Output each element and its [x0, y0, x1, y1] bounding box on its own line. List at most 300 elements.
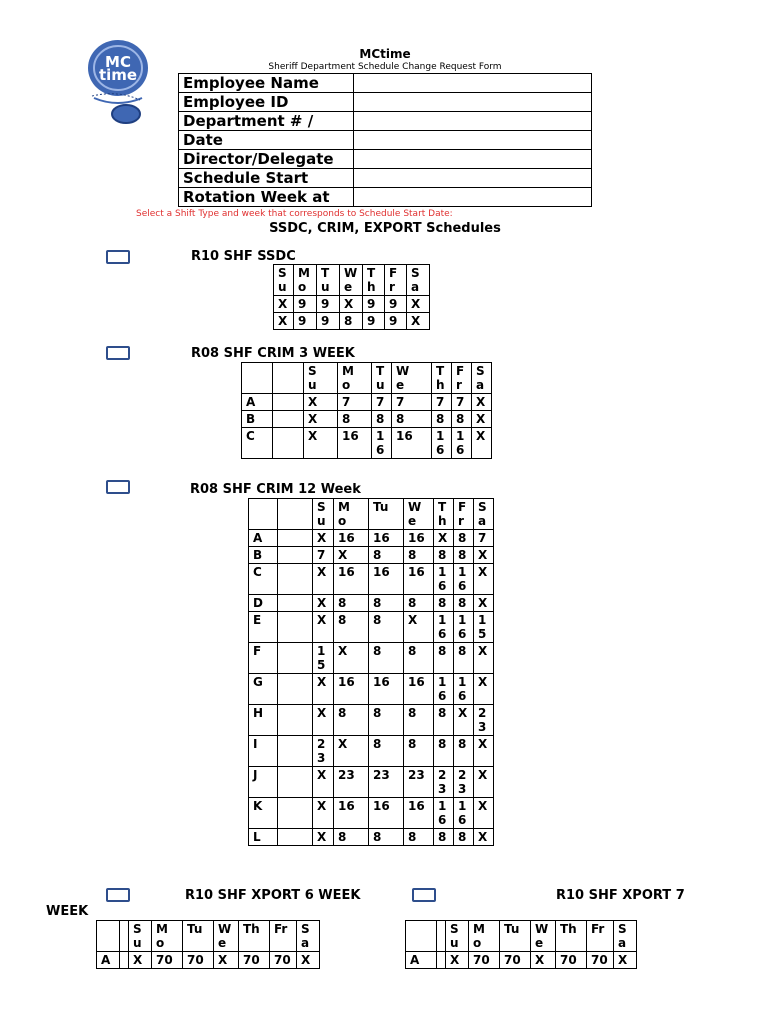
shift-cell: 16 — [434, 674, 454, 705]
row-label-header — [406, 921, 437, 952]
shift-cell: 9 — [317, 313, 340, 330]
spacer-header — [120, 921, 129, 952]
day-abbr-line1: S — [618, 922, 627, 936]
day-abbr-line2: a — [618, 936, 627, 950]
shift-cell: X — [474, 547, 494, 564]
day-abbr-line2: h — [438, 514, 447, 528]
shift-cell: 8 — [369, 736, 404, 767]
shift-cell: 7 — [392, 394, 432, 411]
day-abbr-line2 — [274, 936, 292, 950]
shift-cell: X — [474, 595, 494, 612]
shift-cell: 8 — [334, 705, 369, 736]
shift-cell: 16 — [452, 428, 472, 459]
day-abbr-line1: T — [321, 266, 330, 280]
shift-cell: 9 — [363, 296, 385, 313]
shift-cell: X — [129, 952, 152, 969]
shift-cell: 16 — [369, 674, 404, 705]
day-abbr-line2: h — [367, 280, 376, 294]
shift-cell: 16 — [369, 564, 404, 595]
week-label: D — [249, 595, 278, 612]
ssdc-checkbox[interactable] — [106, 250, 130, 264]
day-abbr-line2: e — [396, 378, 405, 392]
day-abbr-line1: Fr — [591, 922, 605, 936]
logo-text: MC time — [98, 53, 138, 84]
shift-cell: 16 — [369, 530, 404, 547]
schedule-row — [406, 952, 637, 969]
day-abbr-line2: u — [317, 514, 326, 528]
shift-cell: 16 — [404, 798, 434, 829]
day-header — [469, 921, 500, 952]
shift-cell: 8 — [404, 705, 434, 736]
shift-cell: 16 — [334, 674, 369, 705]
shift-cell: 16 — [454, 612, 474, 643]
day-header — [294, 265, 317, 296]
schedule-row — [249, 767, 494, 798]
day-header — [363, 265, 385, 296]
day-abbr-line2: u — [376, 378, 385, 392]
day-abbr-line2: r — [456, 378, 462, 392]
day-abbr-line2 — [560, 936, 582, 950]
schedule-row — [249, 595, 494, 612]
spacer-cell — [278, 767, 313, 798]
day-abbr-line1: Fr — [274, 922, 288, 936]
schedule-row — [249, 736, 494, 767]
shift-cell: 70 — [500, 952, 531, 969]
day-header — [472, 363, 492, 394]
info-row — [179, 131, 592, 150]
day-header — [214, 921, 239, 952]
shift-cell: 8 — [434, 736, 454, 767]
row-label-header — [249, 499, 278, 530]
info-row — [179, 169, 592, 188]
field-value[interactable] — [354, 112, 592, 131]
shift-cell: 8 — [404, 643, 434, 674]
spacer-cell — [278, 595, 313, 612]
shift-cell: 8 — [404, 547, 434, 564]
day-abbr-line2: a — [301, 936, 310, 950]
shift-cell: 7 — [372, 394, 392, 411]
day-header — [614, 921, 637, 952]
day-abbr-line1: S — [133, 922, 142, 936]
day-header — [474, 499, 494, 530]
shift-cell: 8 — [434, 829, 454, 846]
shift-cell: 9 — [294, 313, 317, 330]
spacer-cell — [278, 547, 313, 564]
shift-cell: X — [334, 643, 369, 674]
schedule-row — [249, 643, 494, 674]
day-abbr-line1: T — [436, 364, 445, 378]
shift-cell: 8 — [369, 547, 404, 564]
day-header — [587, 921, 614, 952]
shift-cell: X — [304, 394, 338, 411]
shift-cell: 70 — [587, 952, 614, 969]
day-abbr-line1: T — [367, 266, 376, 280]
week-label: E — [249, 612, 278, 643]
week-label: H — [249, 705, 278, 736]
day-abbr-line1: T — [376, 364, 385, 378]
day-abbr-line1: S — [450, 922, 459, 936]
shift-cell: 8 — [454, 736, 474, 767]
day-abbr-line2: e — [535, 936, 544, 950]
shift-cell: 8 — [404, 736, 434, 767]
day-abbr-line1: S — [278, 266, 287, 280]
shift-cell: 16 — [404, 530, 434, 547]
day-abbr-line2: o — [298, 280, 307, 294]
employee-info-table — [178, 73, 592, 207]
field-label: Department # / — [179, 112, 354, 131]
day-header-row — [242, 363, 492, 394]
week-label: C — [249, 564, 278, 595]
week-label: B — [249, 547, 278, 564]
field-label: Date — [179, 131, 354, 150]
field-value[interactable] — [354, 131, 592, 150]
spacer-cell — [437, 952, 446, 969]
shift-cell: X — [474, 564, 494, 595]
shift-cell: 8 — [340, 313, 363, 330]
day-abbr-line2: u — [278, 280, 287, 294]
shift-cell: 16 — [369, 798, 404, 829]
day-abbr-line2: h — [436, 378, 445, 392]
week-label: F — [249, 643, 278, 674]
info-row — [179, 150, 592, 169]
shift-cell: 8 — [369, 705, 404, 736]
week-label: B — [242, 411, 273, 428]
day-header — [446, 921, 469, 952]
day-abbr-line1: S — [411, 266, 420, 280]
shift-cell: X — [313, 564, 334, 595]
shift-cell: 8 — [454, 829, 474, 846]
shift-cell: 16 — [454, 674, 474, 705]
shift-cell: 8 — [434, 643, 454, 674]
shift-cell: X — [404, 612, 434, 643]
day-abbr-line2: u — [308, 378, 317, 392]
day-abbr-line2: e — [408, 514, 417, 528]
shift-cell: X — [313, 767, 334, 798]
shift-cell: 7 — [452, 394, 472, 411]
day-abbr-line1: Th — [560, 922, 577, 936]
shift-cell: 15 — [313, 643, 334, 674]
day-abbr-line1: S — [478, 500, 487, 514]
xport6-table — [96, 920, 320, 969]
crim3-checkbox[interactable] — [106, 346, 130, 360]
crim12-table — [248, 498, 494, 846]
shift-cell: 8 — [434, 595, 454, 612]
day-header — [304, 363, 338, 394]
day-abbr-line2: u — [450, 936, 459, 950]
spacer-cell — [273, 428, 304, 459]
day-header — [338, 363, 372, 394]
day-header — [334, 499, 369, 530]
day-abbr-line1: W — [344, 266, 358, 280]
day-header — [500, 921, 531, 952]
day-abbr-line1: W — [408, 500, 422, 514]
shift-cell: X — [474, 767, 494, 798]
shift-cell: 8 — [369, 595, 404, 612]
shift-cell: 8 — [434, 547, 454, 564]
ssdc-title: R10 SHF SSDC — [191, 249, 296, 264]
day-header — [407, 265, 430, 296]
shift-cell: X — [472, 411, 492, 428]
ssdc-table — [273, 264, 430, 330]
week-label: G — [249, 674, 278, 705]
shift-cell: 16 — [434, 612, 454, 643]
day-header — [274, 265, 294, 296]
day-header — [313, 499, 334, 530]
shift-cell: 23 — [334, 767, 369, 798]
shift-cell: X — [313, 798, 334, 829]
xport6-title: R10 SHF XPORT 6 WEEK — [185, 888, 361, 903]
shift-cell: 16 — [372, 428, 392, 459]
shift-cell: 16 — [338, 428, 372, 459]
day-abbr-line2: o — [473, 936, 482, 950]
shift-cell: X — [313, 595, 334, 612]
spacer-header — [273, 363, 304, 394]
shift-cell: 8 — [454, 643, 474, 674]
week-label: C — [242, 428, 273, 459]
day-header — [404, 499, 434, 530]
shift-cell: 16 — [454, 564, 474, 595]
shift-cell: 16 — [404, 564, 434, 595]
schedule-row — [249, 829, 494, 846]
shift-cell: X — [313, 829, 334, 846]
shift-cell: 15 — [474, 612, 494, 643]
spacer-cell — [278, 564, 313, 595]
day-abbr-line1: M — [342, 364, 354, 378]
instruction-text: Select a Shift Type and week that corresponds to Schedule Start Date: — [136, 209, 453, 219]
day-abbr-line1: S — [301, 922, 310, 936]
shift-cell: X — [474, 643, 494, 674]
day-header — [297, 921, 320, 952]
field-label: Employee Name — [179, 74, 354, 93]
day-abbr-line2 — [591, 936, 609, 950]
shift-cell: 16 — [434, 798, 454, 829]
shift-cell: 23 — [474, 705, 494, 736]
day-abbr-line1: M — [338, 500, 350, 514]
day-abbr-line1: T — [438, 500, 447, 514]
week-label: K — [249, 798, 278, 829]
app-title: MCtime — [359, 47, 411, 61]
field-label: Schedule Start — [179, 169, 354, 188]
spacer-cell — [278, 643, 313, 674]
field-value[interactable] — [354, 169, 592, 188]
day-abbr-line2: o — [342, 378, 351, 392]
shift-cell: 8 — [454, 530, 474, 547]
shift-cell: X — [531, 952, 556, 969]
day-abbr-line1: W — [535, 922, 549, 936]
day-header — [129, 921, 152, 952]
day-abbr-line1: F — [456, 364, 465, 378]
form-title: Sheriff Department Schedule Change Request Form — [268, 62, 502, 72]
field-value[interactable] — [354, 188, 592, 207]
shift-cell: 23 — [434, 767, 454, 798]
shift-cell: X — [304, 428, 338, 459]
day-abbr-line2: o — [156, 936, 165, 950]
day-abbr-line1: M — [473, 922, 485, 936]
day-header — [556, 921, 587, 952]
day-abbr-line1: M — [156, 922, 168, 936]
shift-cell: X — [472, 428, 492, 459]
xport7-checkbox[interactable] — [412, 888, 436, 902]
schedule-row — [249, 564, 494, 595]
xport7-table — [405, 920, 637, 969]
field-label: Employee ID — [179, 93, 354, 112]
shift-cell: 7 — [474, 530, 494, 547]
field-value[interactable] — [354, 74, 592, 93]
info-row — [179, 112, 592, 131]
field-value[interactable] — [354, 93, 592, 112]
shift-cell: 8 — [334, 595, 369, 612]
shift-cell: 70 — [152, 952, 183, 969]
day-abbr-line2: r — [458, 514, 464, 528]
crim3-title: R08 SHF CRIM 3 WEEK — [191, 346, 355, 361]
shift-cell: 16 — [454, 798, 474, 829]
day-header-row — [97, 921, 320, 952]
shift-cell: 16 — [404, 674, 434, 705]
spacer-header — [278, 499, 313, 530]
shift-cell: 8 — [392, 411, 432, 428]
shift-cell: 23 — [454, 767, 474, 798]
day-header — [392, 363, 432, 394]
spacer-header — [437, 921, 446, 952]
shift-cell: 8 — [369, 829, 404, 846]
shift-cell: 7 — [432, 394, 452, 411]
week-label: L — [249, 829, 278, 846]
day-header — [434, 499, 454, 530]
shift-cell: 7 — [313, 547, 334, 564]
schedule-row — [249, 612, 494, 643]
schedule-row — [274, 313, 430, 330]
spacer-cell — [278, 736, 313, 767]
shift-cell: 8 — [432, 411, 452, 428]
week-label: A — [249, 530, 278, 547]
field-value[interactable] — [354, 150, 592, 169]
shift-cell: 16 — [434, 564, 454, 595]
spacer-cell — [278, 705, 313, 736]
spacer-cell — [273, 394, 304, 411]
shift-cell: X — [274, 296, 294, 313]
shift-cell: X — [313, 530, 334, 547]
shift-cell: X — [474, 674, 494, 705]
shift-cell: X — [474, 736, 494, 767]
crim3-table — [241, 362, 492, 459]
week-label: I — [249, 736, 278, 767]
shift-cell: X — [454, 705, 474, 736]
day-header — [531, 921, 556, 952]
day-header — [317, 265, 340, 296]
spacer-cell — [278, 829, 313, 846]
shift-cell: 16 — [334, 798, 369, 829]
shift-cell: X — [334, 547, 369, 564]
shift-cell: X — [313, 705, 334, 736]
shift-cell: 16 — [392, 428, 432, 459]
schedule-row — [242, 394, 492, 411]
shift-cell: X — [313, 674, 334, 705]
shift-cell: 70 — [469, 952, 500, 969]
day-abbr-line1: M — [298, 266, 310, 280]
shift-cell: 8 — [454, 547, 474, 564]
shift-cell: 70 — [270, 952, 297, 969]
day-header — [432, 363, 452, 394]
day-abbr-line1: Th — [243, 922, 260, 936]
day-abbr-line2 — [187, 936, 209, 950]
day-abbr-line1: F — [389, 266, 398, 280]
shift-cell: 8 — [334, 612, 369, 643]
schedule-row — [242, 411, 492, 428]
shift-cell: 8 — [338, 411, 372, 428]
shift-cell: 70 — [556, 952, 587, 969]
shift-cell: X — [407, 313, 430, 330]
shift-cell: X — [407, 296, 430, 313]
info-row — [179, 74, 592, 93]
week-label: J — [249, 767, 278, 798]
week-label: A — [97, 952, 120, 969]
shift-cell: 23 — [404, 767, 434, 798]
shift-cell: 8 — [404, 595, 434, 612]
shift-cell: 8 — [434, 705, 454, 736]
row-label-header — [97, 921, 120, 952]
shift-cell: 8 — [369, 643, 404, 674]
crim12-title: R08 SHF CRIM 12 Week — [190, 482, 361, 497]
spacer-cell — [278, 674, 313, 705]
xport6-checkbox[interactable] — [106, 888, 130, 902]
day-abbr-line1: S — [476, 364, 485, 378]
shift-cell: 9 — [385, 296, 407, 313]
shift-cell: 8 — [404, 829, 434, 846]
schedule-row — [249, 547, 494, 564]
shift-cell: X — [334, 736, 369, 767]
day-header-row — [274, 265, 430, 296]
shift-cell: X — [304, 411, 338, 428]
section-title: SSDC, CRIM, EXPORT Schedules — [269, 221, 501, 236]
day-abbr-line2: a — [476, 378, 485, 392]
xport7-title-cont: WEEK — [46, 904, 89, 919]
day-abbr-line2: e — [344, 280, 353, 294]
day-header — [452, 363, 472, 394]
schedule-row — [274, 296, 430, 313]
shift-cell: 70 — [183, 952, 214, 969]
day-abbr-line1: Tu — [373, 500, 389, 514]
shift-cell: X — [434, 530, 454, 547]
shift-cell: 8 — [454, 595, 474, 612]
day-header-row — [406, 921, 637, 952]
shift-cell: 23 — [369, 767, 404, 798]
day-abbr-line2: e — [218, 936, 227, 950]
day-abbr-line2: o — [338, 514, 347, 528]
day-abbr-line2: u — [321, 280, 330, 294]
shift-cell: X — [340, 296, 363, 313]
day-header — [270, 921, 297, 952]
row-label-header — [242, 363, 273, 394]
day-abbr-line1: Tu — [187, 922, 203, 936]
shift-cell: X — [474, 798, 494, 829]
day-abbr-line2 — [504, 936, 526, 950]
day-header — [183, 921, 214, 952]
day-abbr-line2: a — [478, 514, 487, 528]
shift-cell: 8 — [334, 829, 369, 846]
shift-cell: 23 — [313, 736, 334, 767]
spacer-cell — [278, 612, 313, 643]
day-abbr-line1: Tu — [504, 922, 520, 936]
day-header — [340, 265, 363, 296]
xport7-title: R10 SHF XPORT 7 — [556, 888, 685, 903]
shift-cell: 9 — [317, 296, 340, 313]
crim12-checkbox[interactable] — [106, 480, 130, 494]
spacer-cell — [120, 952, 129, 969]
week-label: A — [406, 952, 437, 969]
shift-cell: 7 — [338, 394, 372, 411]
day-abbr-line2 — [243, 936, 265, 950]
shift-cell: 16 — [334, 564, 369, 595]
